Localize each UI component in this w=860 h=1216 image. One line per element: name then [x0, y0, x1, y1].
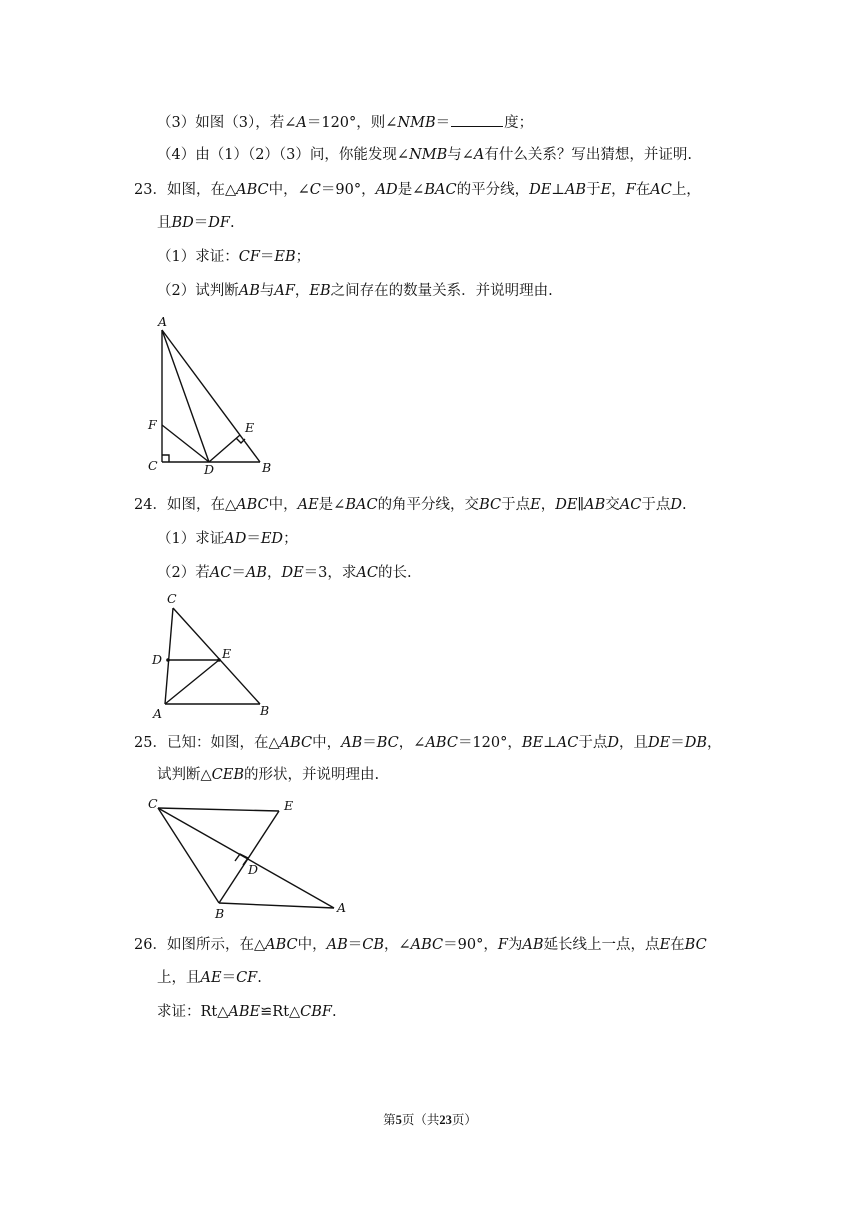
q24-stem: 24．如图，在△ABC中，AE是∠BAC的角平分线，交BC于点E，DE∥AB交AC于点D. — [134, 497, 687, 513]
q25-label-a: A — [337, 900, 347, 915]
q24-label-c: C — [167, 591, 177, 606]
q25-stem-line2: 试判断△CEB的形状，并说明理由. — [157, 767, 380, 783]
q26-prove-line: 求证：Rt△ABE≌Rt△CBF. — [157, 1004, 337, 1020]
q24-label-b: B — [260, 703, 270, 718]
page-total: 23 — [439, 1113, 452, 1127]
q23-stem-line1: 23．如图，在△ABC中，∠C＝90°，AD是∠BAC的平分线，DE⊥AB于E，F在AC上， — [134, 182, 701, 198]
q23-part2: （2）试判断AB与AF，EB之间存在的数量关系．并说明理由. — [157, 283, 553, 299]
q23-label-e: E — [245, 420, 255, 435]
q25-stem-line1: 25．已知：如图，在△ABC中，AB＝BC，∠ABC＝120°，BE⊥AC于点D，且DE＝DB， — [134, 735, 722, 751]
q23-label-a: A — [158, 314, 168, 329]
q24-part1: （1）求证AD＝ED； — [157, 531, 298, 547]
q23-stem-line2: 且BD＝DF. — [157, 215, 235, 231]
q25-label-e: E — [284, 798, 294, 813]
q23-label-d: D — [204, 462, 215, 477]
q25-label-d: D — [248, 862, 259, 877]
q23-label-c: C — [148, 458, 158, 473]
q25-label-b: B — [215, 906, 225, 921]
q24-label-d: D — [152, 652, 163, 667]
q23-part1: （1）求证：CF＝EB； — [157, 249, 311, 265]
q24-part2: （2）若AC＝AB，DE＝3，求AC的长. — [157, 565, 412, 581]
q26-stem-line2: 上，且AE＝CF. — [157, 970, 262, 986]
q23-label-f: F — [148, 417, 157, 432]
page-footer: 第5页（共23页） — [383, 1112, 477, 1127]
page-number: 5 — [395, 1113, 402, 1127]
q26-stem-line1: 26．如图所示，在△ABC中，AB＝CB，∠ABC＝90°，F为AB延长线上一点，点E在BC — [134, 937, 707, 953]
q25-label-c: C — [148, 796, 158, 811]
q22-part3: （3）如图（3），若∠A＝120°，则∠NMB＝ 度； — [157, 112, 533, 133]
q22-part4: （4）由（1）（2）（3）问，你能发现∠NMB与∠A有什么关系？写出猜想，并证明. — [157, 147, 693, 163]
q24-label-a: A — [153, 706, 163, 721]
q23-label-b: B — [262, 460, 272, 475]
q24-label-e: E — [222, 646, 232, 661]
